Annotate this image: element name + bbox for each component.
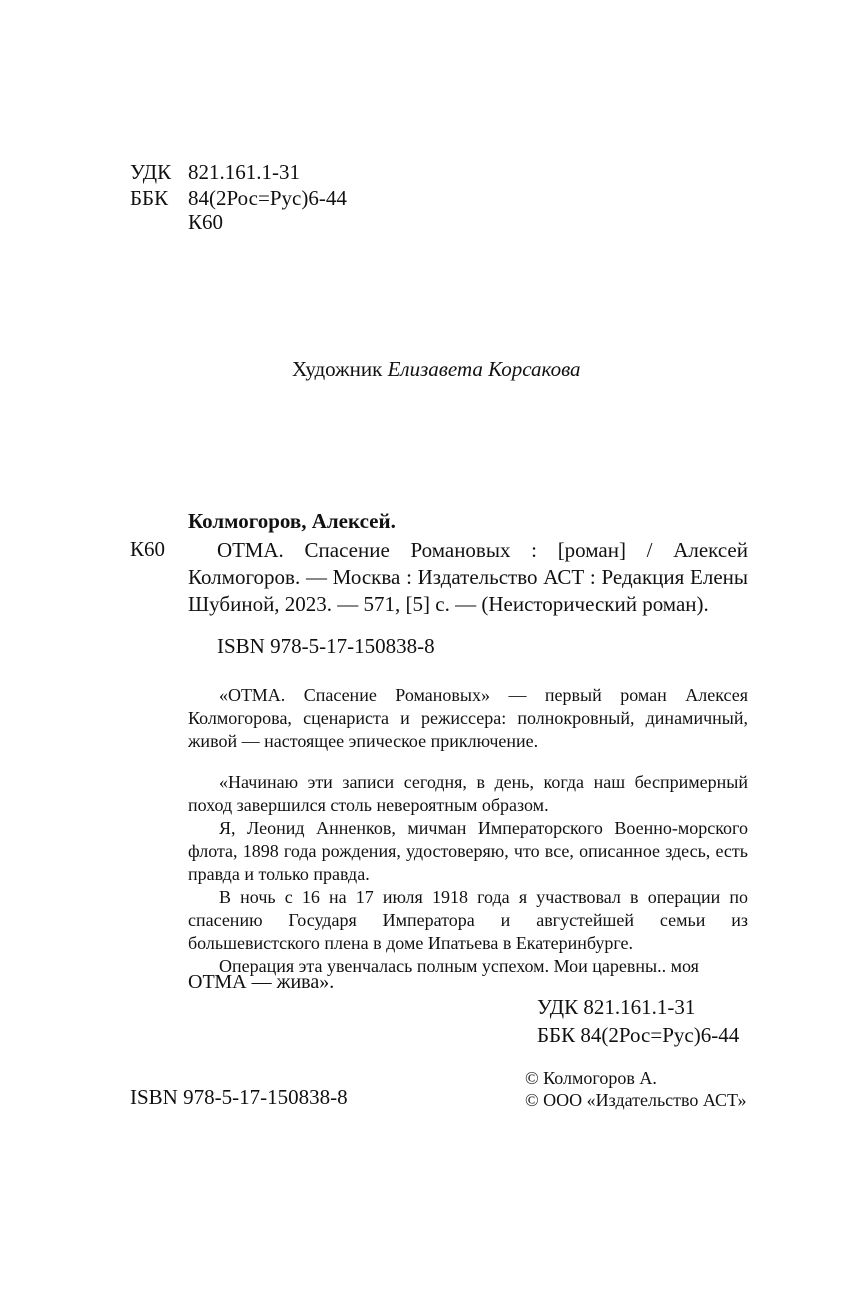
copyright-author: © Колмогоров А. <box>525 1068 657 1088</box>
record-isbn: ISBN 978-5-17-150838-8 <box>217 634 435 658</box>
excerpt <box>188 771 748 978</box>
record-mark: К60 <box>130 537 166 561</box>
bottom-isbn: ISBN 978-5-17-150838-8 <box>130 1085 348 1109</box>
udk-label: УДК <box>130 160 172 184</box>
author-mark-top: К60 <box>188 210 224 234</box>
artist-name: Елизавета Корсакова <box>387 357 581 381</box>
excerpt-paragraph-2: Я, Леонид Анненков, мичман Императорского Военно-морского флота, 1898 года рождения, удостоверяю, что все, описанное здесь, есть правда и только правда. <box>188 818 748 884</box>
bottom-udk: УДК 821.161.1-31 <box>537 995 696 1019</box>
udk-code: 821.161.1-31 <box>188 160 300 184</box>
copyright-publisher: © ООО «Издательство АСТ» <box>525 1090 747 1110</box>
artist-credit <box>292 357 581 382</box>
excerpt-paragraph-4: Операция эта увенчалась полным успехом. Мои царевны.. моя <box>219 956 699 976</box>
bbk-code: 84(2Рос=Рус)6-44 <box>188 186 347 210</box>
bbk-label: ББК <box>130 186 169 210</box>
annotation-text: «ОТМА. Спасение Романовых» — первый роман Алексея Колмогорова, сценариста и режиссера: полнокровный, динамичный, живой — настоящее эпическое приключение. <box>188 685 748 751</box>
bibliographic-description: ОТМА. Спасение Романовых : [роман] / Алексей Колмогоров. — Москва : Издательство АСТ : Редакция Елены Шубиной, 2023. — 571, [5] с. — (Неисторический роман). <box>188 538 748 616</box>
author-heading: Колмогоров, Алексей. <box>188 509 396 533</box>
bottom-bbk: ББК 84(2Рос=Рус)6-44 <box>537 1023 740 1047</box>
artist-role: Художник <box>292 357 383 381</box>
excerpt-paragraph-3: В ночь с 16 на 17 июля 1918 года я участвовал в операции по спасению Государя Императора и августейшей семьи из большевистского плена в доме Ипатьева в Екатеринбурге. <box>188 887 748 953</box>
excerpt-paragraph-1: «Начинаю эти записи сегодня, в день, когда наш беспримерный поход завершился столь невероятным образом. <box>188 772 748 815</box>
annotation <box>188 684 748 753</box>
excerpt-paragraph-4-end: ОТМА — жива». <box>188 971 335 993</box>
